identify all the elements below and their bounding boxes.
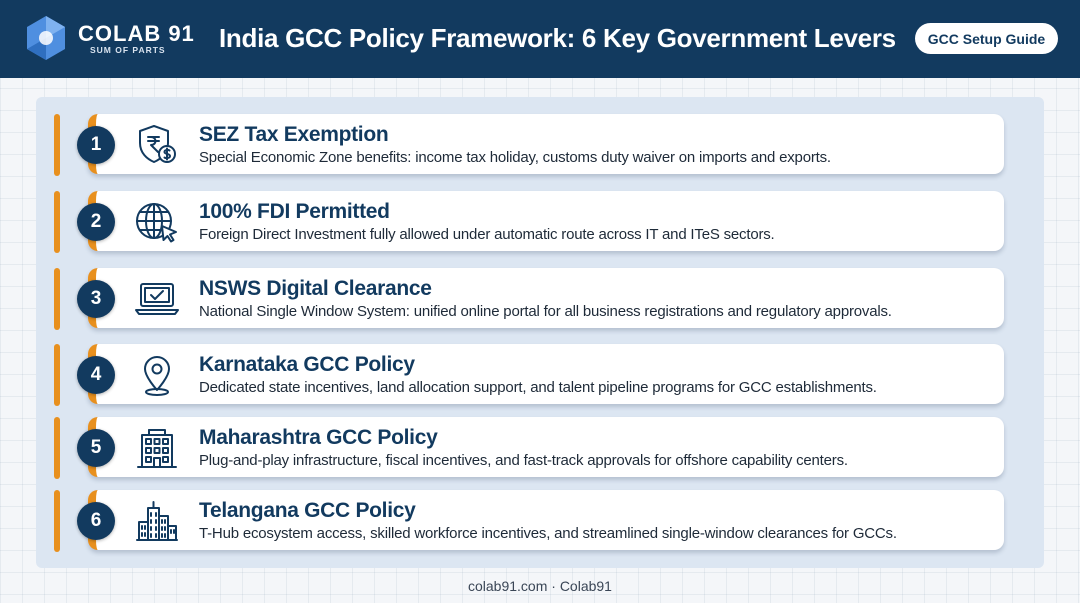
lever-title: SEZ Tax Exemption [199, 123, 389, 146]
lever-description: Dedicated state incentives, land allocation support, and talent pipeline programs for GCC establishments. [199, 379, 877, 396]
brand-tagline: SUM OF PARTS [90, 45, 166, 55]
lever-row [52, 268, 1004, 330]
lever-row [52, 191, 1004, 253]
lever-row [52, 344, 1004, 406]
lever-row [52, 417, 1004, 479]
page-title: India GCC Policy Framework: 6 Key Government Levers [219, 23, 896, 53]
accent-bar [54, 417, 60, 479]
lever-title: Karnataka GCC Policy [199, 353, 415, 376]
lever-number-badge: 5 [77, 429, 115, 467]
footer-credit: colab91.com · Colab91 [468, 578, 612, 594]
lever-number-badge: 6 [77, 502, 115, 540]
lever-description: National Single Window System: unified online portal for all business registrations and regulatory approvals. [199, 303, 892, 320]
lever-description: Plug-and-play infrastructure, fiscal incentives, and fast-track approvals for offshore capability centers. [199, 452, 848, 469]
lever-title: 100% FDI Permitted [199, 200, 390, 223]
accent-bar [54, 114, 60, 176]
accent-bar [54, 268, 60, 330]
accent-bar [54, 191, 60, 253]
globe-cursor-icon [134, 199, 180, 245]
header-bar [0, 0, 1080, 78]
shield-rupee-dollar-icon [134, 122, 180, 168]
office-building-icon [134, 425, 180, 471]
lever-number-badge: 3 [77, 280, 115, 318]
lever-number-badge: 4 [77, 356, 115, 394]
lever-number-badge: 2 [77, 203, 115, 241]
lever-description: Foreign Direct Investment fully allowed under automatic route across IT and ITeS sectors. [199, 226, 775, 243]
lever-title: Telangana GCC Policy [199, 499, 416, 522]
accent-bar [54, 490, 60, 552]
lever-title: Maharashtra GCC Policy [199, 426, 438, 449]
lever-description: T-Hub ecosystem access, skilled workforce incentives, and streamlined single-window clearances for GCCs. [199, 525, 897, 542]
brand-name: COLAB 91 [78, 21, 195, 46]
city-skyline-icon [134, 498, 180, 544]
lever-row [52, 114, 1004, 176]
lever-row [52, 490, 1004, 552]
gcc-setup-guide-button[interactable]: GCC Setup Guide [915, 23, 1058, 54]
lever-description: Special Economic Zone benefits: income tax holiday, customs duty waiver on imports and exports. [199, 149, 831, 166]
hexagon-logo-icon [22, 14, 70, 62]
lever-number-badge: 1 [77, 126, 115, 164]
map-pin-icon [134, 352, 180, 398]
lever-title: NSWS Digital Clearance [199, 277, 432, 300]
accent-bar [54, 344, 60, 406]
laptop-checkmark-icon [134, 276, 180, 322]
